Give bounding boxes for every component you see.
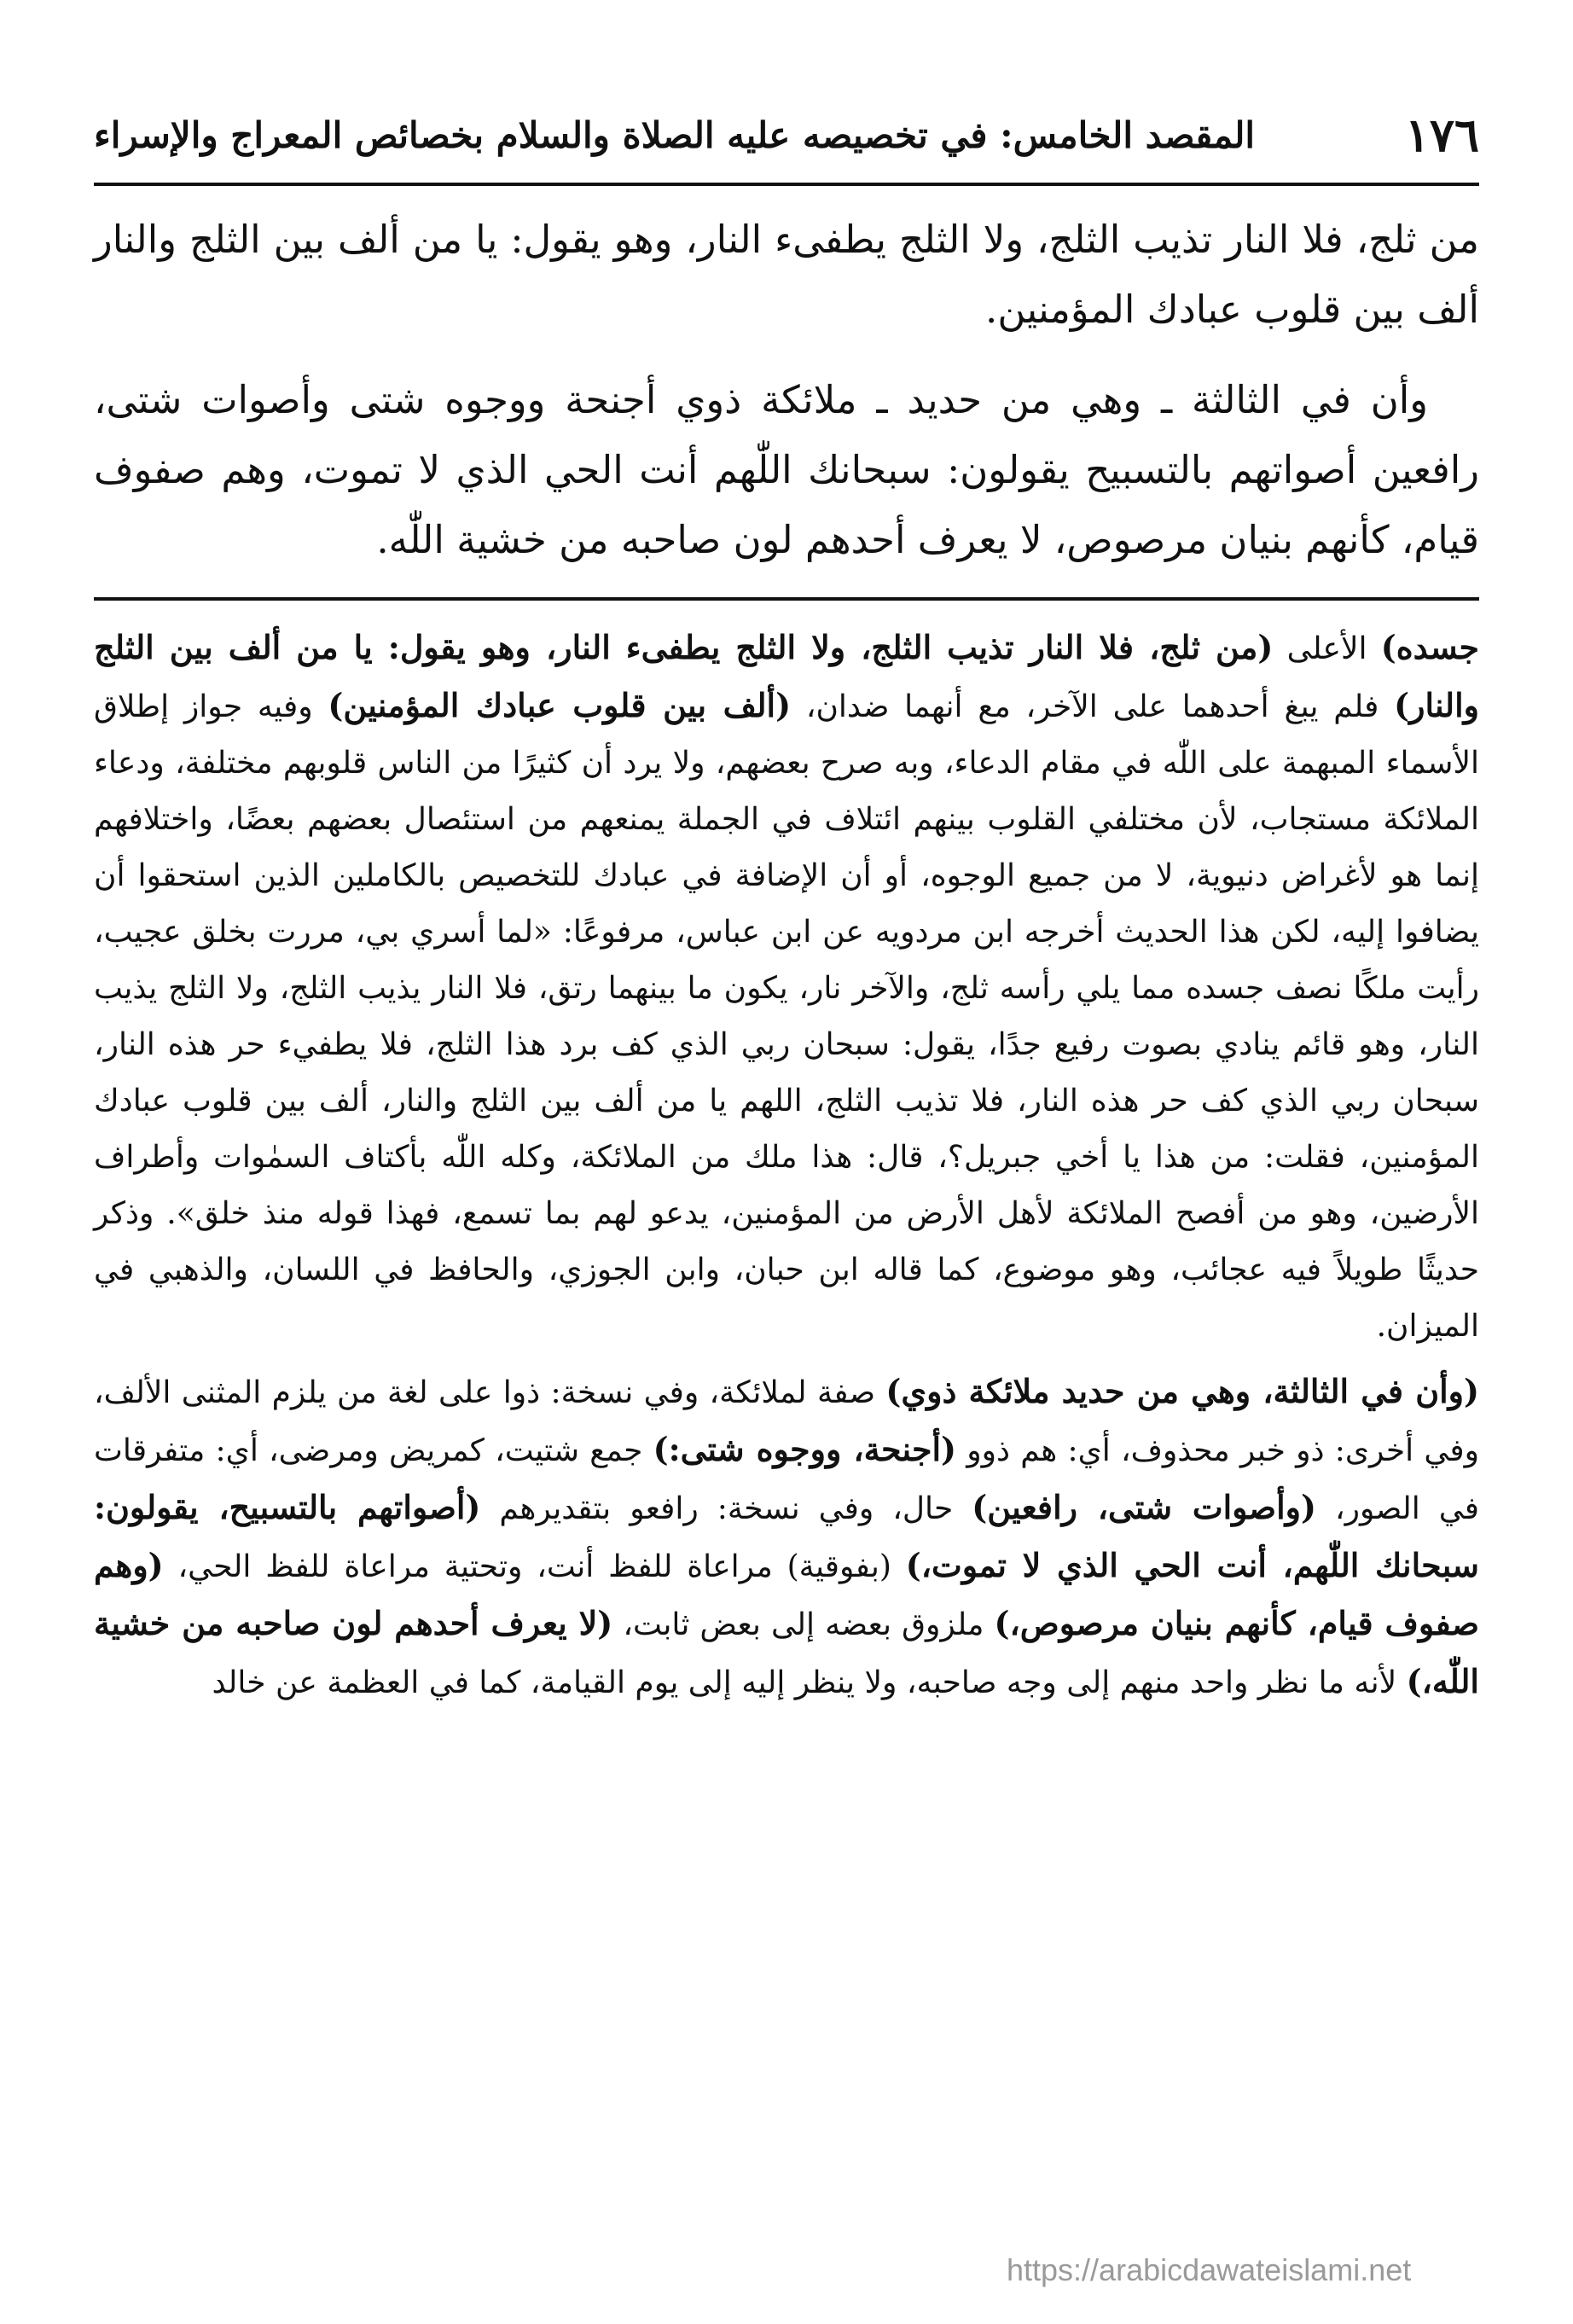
quoted-text: (ألف بين قلوب عبادك المؤمنين) xyxy=(328,686,792,724)
commentary-text: جمع شتيت، كمريض ومرضى، أي: متفرقات في الصور، xyxy=(94,1433,1479,1526)
main-paragraph: وأن في الثالثة ـ وهي من حديد ـ ملائكة ذوي أجنحة ووجوه شتى وأصوات شتى، رافعين أصواتهم بالتسبيح يقولون: سبحانك اللّٰهم أنت الحي الذي لا تموت، وهم صفوف قيام، كأنهم بنيان مرصوص، لا يعرف أحدهم لون صاحبه من خشية اللّٰه. xyxy=(94,377,1479,562)
footnote-divider xyxy=(94,597,1479,601)
main-paragraph: من ثلج، فلا النار تذيب الثلج، ولا الثلج يطفىء النار، وهو يقول: يا من ألف بين الثلج والنار ألف بين قلوب عبادك المؤمنين. xyxy=(94,217,1479,332)
commentary-paragraph xyxy=(94,619,1479,1355)
quoted-text: جسده) xyxy=(1380,628,1480,666)
quoted-text: (من ثلج، فلا النار تذيب الثلج، ولا الثلج يطفىء النار، وهو يقول: يا من ألف بين الثلج والنار) xyxy=(94,628,1479,724)
commentary-text: الأعلى xyxy=(1273,631,1381,666)
book-page xyxy=(94,102,1479,2286)
watermark-url: https://arabicdawateislami.net xyxy=(1007,2252,1412,2287)
commentary-paragraph xyxy=(94,1363,1479,1711)
running-head xyxy=(94,102,1479,167)
commentary-text: (بفوقية) مراعاة للفظ أنت، وتحتية مراعاة للفظ الحي، xyxy=(163,1549,906,1584)
commentary-text: فلم يبغ أحدهما على الآخر، مع أنهما ضدان، xyxy=(791,689,1395,724)
commentary-text: صفة لملائكة، وفي نسخة: ذوا على لغة من يلزم المثنى الألف، وفي أخرى: ذو خبر محذوف، أي: هم ذوو xyxy=(94,1375,1479,1468)
chapter-title: المقصد الخامس: في تخصيصه عليه الصلاة والسلام بخصائص المعراج والإسراء xyxy=(94,113,1256,156)
quoted-text: (أجنحة، ووجوه شتى:) xyxy=(653,1430,957,1468)
commentary xyxy=(94,619,1479,1711)
commentary-text: ملزوق بعضه إلى بعض ثابت، xyxy=(612,1607,995,1642)
quoted-text: (وأصوات شتى، رافعين) xyxy=(972,1488,1316,1526)
quoted-text: (وأن في الثالثة، وهي من حديد ملائكة ذوي) xyxy=(885,1372,1479,1410)
header-rule xyxy=(94,183,1479,186)
main-text xyxy=(94,205,1479,575)
quoted-text: (لا يعرف أحدهم لون صاحبه من خشية اللّٰه،) xyxy=(94,1604,1479,1700)
quoted-text: (وهم صفوف قيام، كأنهم بنيان مرصوص،) xyxy=(94,1546,1480,1642)
commentary-text: حال، وفي نسخة: رافعو بتقديرهم xyxy=(480,1491,972,1526)
quoted-text: (أصواتهم بالتسبيح، يقولون: سبحانك اللّٰهم، أنت الحي الذي لا تموت،) xyxy=(94,1488,1480,1584)
commentary-text: وفيه جواز إطلاق الأسماء المبهمة على اللّٰه في مقام الدعاء، وبه صرح بعضهم، ولا يرد أن كثيرًا من الناس قلوبهم مختلفة، ودعاء الملائكة مستجاب، لأن مختلفي القلوب بينهم ائتلاف في الجملة يمنعهم من استئصال بعضهم بعضًا، واختلافهم إنما هو لأغراض دنيوية، لا من جميع الوجوه، أو أن الإضافة في عبادك للتخصيص بالكاملين الذين استحقوا أن يضافوا إليه، لكن هذا الحديث أخرجه ابن مردويه عن ابن عباس، مرفوعًا: «لما أسري بي، مررت بخلق عجيب، رأيت ملكًا نصف جسده مما يلي رأسه ثلج، والآخر نار، يكون ما بينهما رتق، فلا النار يذيب الثلج، ولا الثلج يذيب النار، وهو قائم ينادي بصوت رفيع جدًا، يقول: سبحان ربي الذي كف برد هذا الثلج، فلا يطفيء حر هذه النار، سبحان ربي الذي كف حر هذه النار، فلا تذيب الثلج، اللهم يا من ألف بين الثلج والنار، ألف بين قلوب عبادك المؤمنين، فقلت: من هذا يا أخي جبريل؟، قال: هذا ملك من الملائكة، وكله اللّٰه بأكتاف السمٰوات وأطراف الأرضين، وهو من أفصح الملائكة لأهل الأرض من المؤمنين، يدعو لهم بما تسمع، فهذا قوله منذ خلق». وذكر حديثًا طويلاً فيه عجائب، وهو موضوع، كما قاله ابن حبان، وابن الجوزي، والحافظ في اللسان، والذهبي في الميزان. xyxy=(94,689,1480,1344)
commentary-text: لأنه ما نظر واحد منهم إلى وجه صاحبه، ولا ينظر إليه إلى يوم القيامة، كما في العظمة عن خالد xyxy=(212,1665,1407,1700)
page-number: ١٧٦ xyxy=(1404,107,1479,162)
